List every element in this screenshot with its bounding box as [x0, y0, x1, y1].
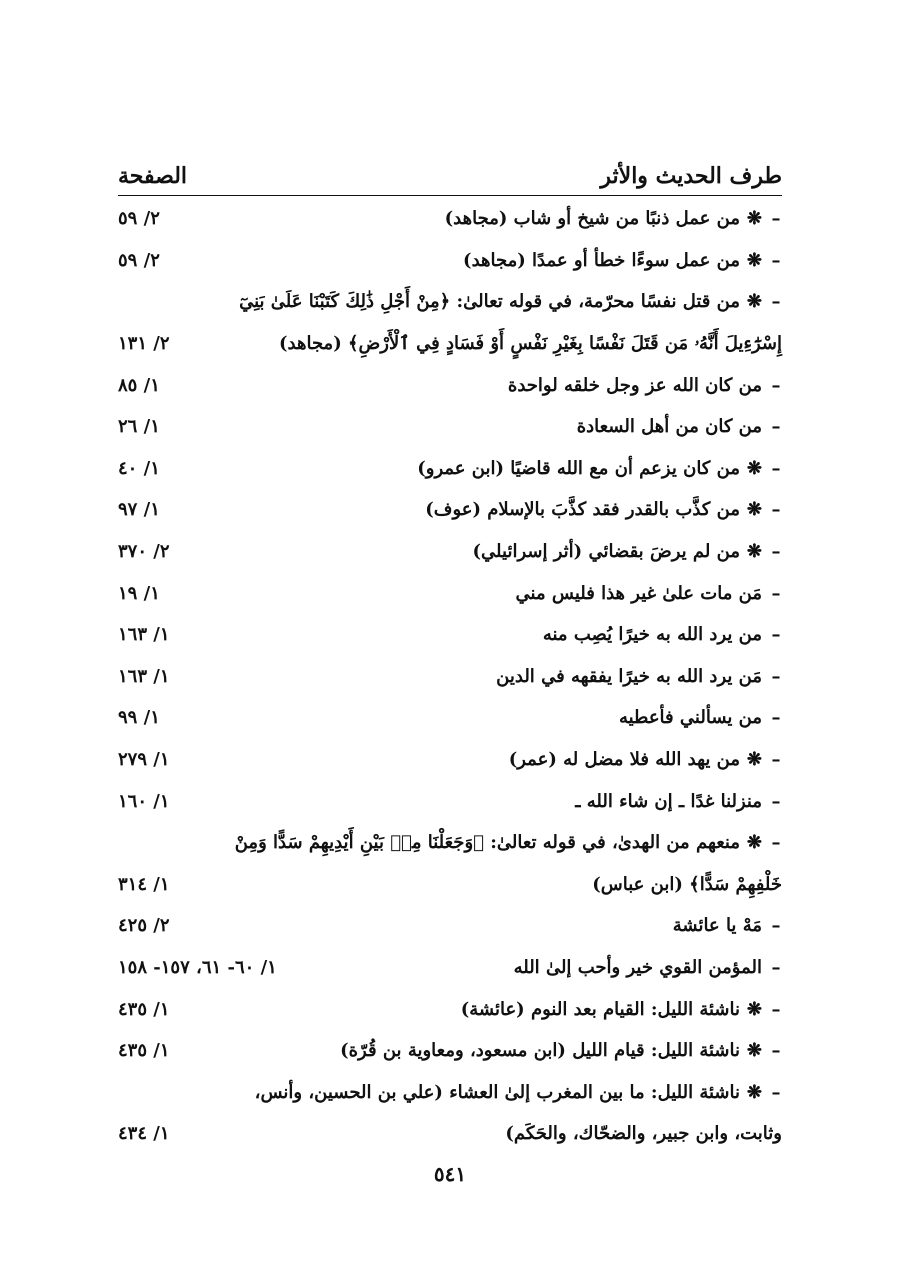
dash-marker: – [771, 1081, 781, 1103]
entry-line [118, 905, 782, 947]
index-entry [118, 240, 782, 282]
page-number: ٥٤١ [433, 1162, 467, 1186]
entry-line [118, 448, 782, 490]
entry-text: من كان الله عز وجل خلقه لواحدة [507, 374, 762, 396]
star-icon: ❋ [746, 1040, 762, 1062]
index-entry [118, 489, 782, 531]
entry-lead [340, 1040, 782, 1061]
entry-line [118, 406, 782, 448]
entry-page-ref: ١/ ٤٣٥ [118, 1040, 170, 1062]
entry-line [118, 489, 782, 531]
entry-page-ref: ١/ ٨٥ [118, 374, 160, 396]
entry-page-ref: ١/ ١٩ [118, 582, 160, 604]
entry-lead [235, 832, 782, 853]
entry-page-ref: ٢/ ٥٩ [118, 249, 160, 271]
index-entry [118, 739, 782, 781]
index-entry [118, 572, 782, 614]
dash-marker: – [771, 998, 781, 1020]
entry-text: ناشئة الليل: القيام بعد النوم (عائشة) [460, 998, 740, 1020]
dash-marker: – [771, 541, 781, 563]
entry-lead [461, 999, 782, 1020]
entry-lead [514, 957, 782, 978]
entry-page-ref: ١/ ١٦٠ [118, 790, 170, 812]
entry-text: منعهم من الهدىٰ، في قوله تعالىٰ: ﴿وَجَعَلْنَا مِنۢ بَيْنِ أَيْدِيهِمْ سَدًّا وَمِنْ [234, 832, 740, 854]
entry-line [118, 1071, 782, 1113]
dash-marker: – [771, 374, 781, 396]
entry-page-ref: ٢/ ٥٩ [118, 208, 160, 230]
entry-text: من عمل سوءًا خطأ أو عمدًا (مجاهد) [463, 249, 740, 271]
entry-line [118, 739, 782, 781]
entry-lead [255, 1082, 782, 1103]
star-icon: ❋ [746, 457, 762, 479]
index-entry [118, 1071, 782, 1154]
entry-lead [673, 915, 782, 936]
dash-marker: – [771, 915, 781, 937]
entry-lead [575, 791, 782, 812]
entry-page-ref: ١/ ٣١٤ [118, 873, 170, 895]
entry-page-ref: ١/ ٢٦ [118, 416, 160, 438]
star-icon: ❋ [746, 541, 762, 563]
entry-page-ref: ٢/ ٤٢٥ [118, 915, 170, 937]
star-icon: ❋ [746, 208, 762, 230]
entry-text: إِسْرَٰٓءِيلَ أَنَّهُۥ مَن قَتَلَ نَفْسًا بِغَيْرِ نَفْسٍ أَوْ فَسَادٍ فِي ٱلْأَرْضِ﴾ (مجاهد) [279, 333, 782, 355]
entry-line [118, 780, 782, 822]
dash-marker: – [771, 956, 781, 978]
table-header [118, 155, 782, 195]
star-icon: ❋ [746, 291, 762, 313]
index-entry [118, 947, 782, 989]
index-entry [118, 448, 782, 490]
entry-page-ref: ٢/ ١٣١ [118, 333, 170, 355]
index-entry [118, 1030, 782, 1072]
star-icon: ❋ [746, 749, 762, 771]
dash-marker: – [771, 665, 781, 687]
entry-text: خَلْفِهِمْ سَدًّا﴾ (ابن عباس) [592, 873, 782, 895]
index-entry [118, 905, 782, 947]
entry-lead [543, 624, 782, 645]
star-icon: ❋ [746, 499, 762, 521]
entry-text: ناشئة الليل: قيام الليل (ابن مسعود، ومعاوية بن قُرّة) [340, 1040, 740, 1062]
dash-marker: – [771, 416, 781, 438]
entry-line [118, 323, 782, 365]
entry-text: مَن مات علىٰ غير هذا فليس مني [515, 582, 762, 604]
entry-line [118, 364, 782, 406]
entry-line [118, 988, 782, 1030]
entry-lead [592, 874, 782, 895]
entry-line [118, 1030, 782, 1072]
header-hadith-label: طرف الحديث والأثر [600, 163, 782, 189]
entry-page-ref: ٢/ ٣٧٠ [118, 541, 170, 563]
entry-line [118, 240, 782, 282]
entry-lead [279, 333, 782, 354]
entries-list [118, 198, 782, 1155]
index-entry [118, 780, 782, 822]
entry-page-ref: ١/ ٢٧٩ [118, 749, 170, 771]
entry-text: من كان يزعم أن مع الله قاضيًا (ابن عمرو) [417, 457, 740, 479]
entry-line [118, 531, 782, 573]
dash-marker: – [771, 291, 781, 313]
dash-marker: – [771, 499, 781, 521]
entry-text: من يسألني فأعطيه [618, 707, 762, 729]
star-icon: ❋ [746, 998, 762, 1020]
entry-text: مَن يرد الله به خيرًا يفقهه في الدين [496, 665, 762, 687]
entry-line [118, 656, 782, 698]
star-icon: ❋ [746, 1081, 762, 1103]
entry-lead [445, 208, 782, 229]
index-entry [118, 988, 782, 1030]
entry-line [118, 1113, 782, 1155]
dash-marker: – [771, 208, 781, 230]
entry-text: المؤمن القوي خير وأحب إلىٰ الله [513, 956, 762, 978]
entry-text: من لم يرضَ بقضائي (أثر إسرائيلي) [472, 541, 740, 563]
entry-line [118, 281, 782, 323]
entry-page-ref: ١/ ٤٣٥ [118, 998, 170, 1020]
entry-lead [508, 375, 782, 396]
dash-marker: – [771, 832, 781, 854]
entry-page-ref: ١/ ٤٠ [118, 457, 160, 479]
entry-page-ref: ١/ ١٦٣ [118, 624, 170, 646]
dash-marker: – [771, 749, 781, 771]
dash-marker: – [771, 1040, 781, 1062]
entry-text: من يرد الله به خيرًا يُصِب منه [542, 624, 762, 646]
dash-marker: – [771, 457, 781, 479]
entry-line [118, 864, 782, 906]
index-page [118, 155, 782, 1155]
index-entry [118, 364, 782, 406]
entry-lead [509, 749, 782, 770]
entry-text: من كان من أهل السعادة [576, 416, 762, 438]
entry-text: من كذَّب بالقدر فقد كذَّبَ بالإسلام (عوف) [425, 499, 740, 521]
star-icon: ❋ [746, 832, 762, 854]
entry-text: من قتل نفسًا محرّمة، في قوله تعالىٰ: ﴿مِنْ أَجْلِ ذَٰلِكَ كَتَبْنَا عَلَىٰ بَنِيٓ [239, 291, 740, 313]
index-entry [118, 822, 782, 905]
dash-marker: – [771, 624, 781, 646]
entry-lead [619, 707, 782, 728]
entry-text: من عمل ذنبًا من شيخ أو شاب (مجاهد) [444, 208, 740, 230]
index-entry [118, 697, 782, 739]
entry-line [118, 822, 782, 864]
entry-text: وثابت، وابن جبير، والضحّاك، والحَكَم) [505, 1123, 782, 1145]
entry-lead [417, 458, 782, 479]
entry-page-ref: ١/ ٦٠- ٦١، ١٥٧- ١٥٨ [118, 956, 277, 978]
entry-text: مَهْ يا عائشة [672, 915, 762, 937]
entry-lead [239, 291, 782, 312]
entry-page-ref: ١/ ١٦٣ [118, 665, 170, 687]
index-entry [118, 614, 782, 656]
entry-lead [496, 666, 782, 687]
entry-text: ناشئة الليل: ما بين المغرب إلىٰ العشاء (علي بن الحسين، وأنس، [254, 1081, 740, 1103]
entry-lead [425, 499, 782, 520]
header-rule [118, 195, 782, 196]
entry-line [118, 198, 782, 240]
index-entry [118, 281, 782, 364]
dash-marker: – [771, 582, 781, 604]
dash-marker: – [771, 707, 781, 729]
entry-line [118, 697, 782, 739]
dash-marker: – [771, 249, 781, 271]
index-entry [118, 656, 782, 698]
entry-lead [505, 1123, 782, 1144]
header-page-label: الصفحة [118, 163, 188, 189]
entry-page-ref: ١/ ٤٣٤ [118, 1123, 170, 1145]
entry-lead [577, 416, 782, 437]
index-entry [118, 198, 782, 240]
entry-text: من يهد الله فلا مضل له (عمر) [508, 749, 740, 771]
index-entry [118, 406, 782, 448]
index-entry [118, 531, 782, 573]
entry-line [118, 572, 782, 614]
entry-lead [516, 583, 782, 604]
entry-text: منزلنا غدًا ـ إن شاء الله ـ [575, 790, 762, 812]
entry-line [118, 614, 782, 656]
entry-page-ref: ١/ ٩٧ [118, 499, 160, 521]
entry-lead [463, 250, 782, 271]
entry-page-ref: ١/ ٩٩ [118, 707, 160, 729]
entry-lead [473, 541, 782, 562]
star-icon: ❋ [746, 249, 762, 271]
dash-marker: – [771, 790, 781, 812]
entry-line [118, 947, 782, 989]
